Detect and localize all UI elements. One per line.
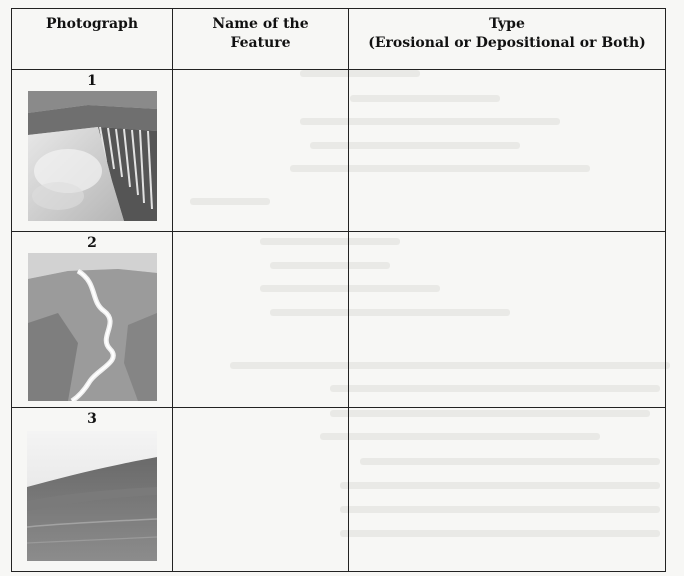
name-cell-2[interactable] xyxy=(173,232,349,408)
name-cell-3[interactable] xyxy=(173,408,349,572)
table-row xyxy=(12,408,666,572)
type-cell-3[interactable] xyxy=(349,408,666,572)
photo-cell-2 xyxy=(12,232,173,408)
table-row xyxy=(12,232,666,408)
photo-number: 2 xyxy=(87,235,97,251)
header-photograph xyxy=(12,9,173,70)
header-type-line2: (Erosional or Depositional or Both) xyxy=(368,35,646,51)
photo-cell-3 xyxy=(12,408,173,572)
header-row xyxy=(12,9,666,70)
feature-table xyxy=(11,8,666,572)
table-row xyxy=(12,70,666,232)
type-cell-1[interactable] xyxy=(349,70,666,232)
header-type-line1: Type xyxy=(489,16,525,32)
waterfall-photo xyxy=(28,91,157,221)
photo-cell-1 xyxy=(12,70,173,232)
header-name-line1: Name of the xyxy=(212,16,309,32)
photo-number: 3 xyxy=(87,411,97,427)
meandering-river-photo xyxy=(28,253,157,401)
photo-number: 1 xyxy=(87,73,97,89)
header-photograph-label: Photograph xyxy=(45,16,139,32)
header-name-of-feature xyxy=(173,9,349,70)
type-cell-2[interactable] xyxy=(349,232,666,408)
flood-plain-photo xyxy=(27,431,157,561)
header-type xyxy=(349,9,666,70)
header-name-line2: Feature xyxy=(230,35,291,51)
name-cell-1[interactable] xyxy=(173,70,349,232)
